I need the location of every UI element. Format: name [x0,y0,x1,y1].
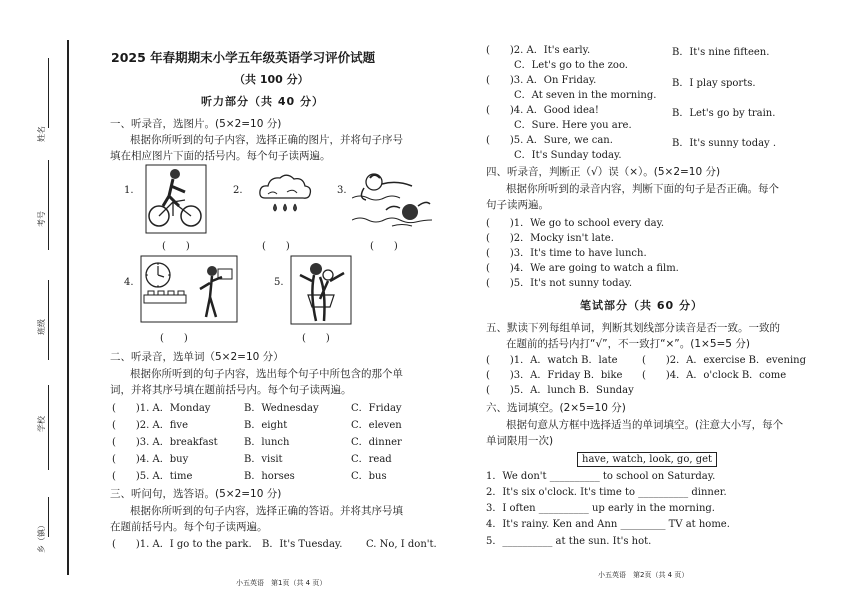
s3-q2-a[interactable]: ( )2. A．It's early. [486,45,591,56]
children-picture [290,255,352,325]
s2-q3-c: C．dinner [351,437,402,448]
s5-q3[interactable]: ( )3．A．Friday B．bike [486,370,623,381]
s3-q5-c: C．It's Sunday today. [514,150,622,161]
section-6-desc-1: 根据句意从方框中选择适当的单词填空。(注意大小写，每个 [506,419,784,431]
s2-q2-a[interactable]: ( )2. A．five [112,420,188,431]
exam-number-field-line [48,160,49,250]
s6-item-2[interactable]: 2．It's six o'clock. It's time to __________ dinner. [486,487,727,498]
bicycle-picture [145,164,207,234]
section-1-desc-2: 填在相应图片下面的括号内。每个句子读两遍。 [110,150,331,162]
town-field-line [48,497,49,537]
section-6-title: 六、选词填空。(2×5=10 分) [486,402,626,414]
s3-q4-b: B．Let's go by train. [672,108,776,119]
s5-q1[interactable]: ( )1．A．watch B．late [486,355,618,366]
binding-line [67,40,69,575]
s2-q5-b: B．horses [244,471,295,482]
town-label: 乡（镇） [37,521,46,553]
school-field-line [48,385,49,470]
s3-q1-c: C. No, I don't. [366,539,437,550]
s3-q4-c: C．Sure. Here you are. [514,120,632,131]
s6-item-4[interactable]: 4．It's rainy. Ken and Ann _________ TV at home. [486,519,730,530]
s5-q4[interactable]: ( )4．A．o'clock B．come [642,370,787,381]
section-2-desc-2: 词，并将其序号填在题前括号内。每个句子读两遍。 [110,384,352,396]
picture-number-2: 2. [233,185,243,196]
name-label: 姓名 [37,126,46,142]
picture-4-answer[interactable]: ( ) [160,333,188,344]
s3-q3-c: C．At seven in the morning. [514,90,657,101]
exam-title: 2025 年春期期末小学五年级英语学习评价试题 [111,50,376,65]
s2-q2-c: C．eleven [351,420,402,431]
s5-q2[interactable]: ( )2．A．exercise B．evening [642,355,806,366]
s6-item-3[interactable]: 3．I often __________ up early in the morning. [486,503,715,514]
s3-q1-a[interactable]: ( )1. A．I go to the park. [112,539,252,550]
section-5-title: 五、默读下列每组单词，判断其划线部分读音是否一致。一致的 [486,322,780,334]
s2-q4-b: B．visit [244,454,283,465]
exam-number-label: 考号 [37,211,46,227]
class-field-line [48,280,49,360]
name-field-line [48,58,49,128]
s3-q3-b: B．I play sports. [672,78,756,89]
section-3-desc-1: 根据你所听到的句子内容，选择正确的答语。并将其序号填 [130,505,403,517]
section-2-title: 二、听录音，选单词（5×2=10 分） [110,351,284,363]
s3-q2-c: C．Let's go to the zoo. [514,60,628,71]
s4-item-2[interactable]: ( )2．Mocky isn't late. [486,233,614,244]
s3-q4-a[interactable]: ( )4. A．Good idea! [486,105,599,116]
s2-q5-a[interactable]: ( )5. A．time [112,471,193,482]
word-bank-box: have, watch, look, go, get [577,452,717,467]
class-label: 班级 [37,319,46,335]
picture-number-5: 5. [274,277,284,288]
rain-cloud-picture [255,170,315,220]
s2-q5-c: C．bus [351,471,387,482]
writing-heading: 笔试部分（共 60 分） [580,299,703,312]
s2-q1-a[interactable]: ( )1. A．Monday [112,403,211,414]
picture-2-answer[interactable]: ( ) [262,241,290,252]
total-score: （共 100 分） [234,73,309,86]
s2-q1-c: C．Friday [351,403,402,414]
section-4-title: 四、听录音，判断正（√）误（×）。(5×2=10 分) [486,166,721,178]
s4-item-4[interactable]: ( )4．We are going to watch a film. [486,263,679,274]
clock-classroom-picture [140,255,238,323]
s2-q1-b: B．Wednesday [244,403,319,414]
s2-q4-c: C．read [351,454,392,465]
section-4-desc-2: 句子读两遍。 [486,199,549,211]
section-3-desc-2: 在题前括号内。每个句子读两遍。 [110,521,268,533]
school-label: 学校 [37,416,46,432]
section-1-desc-1: 根据你所听到的句子内容，选择正确的图片，并将句子序号 [130,134,403,146]
section-5-desc: 在题前的括号内打“√”，不一致打“×”。(1×5=5 分) [506,338,750,350]
s2-q2-b: B．eight [244,420,288,431]
s4-item-1[interactable]: ( )1．We go to school every day. [486,218,665,229]
s3-q5-a[interactable]: ( )5. A．Sure, we can. [486,135,613,146]
s3-q2-b: B．It's nine fifteen. [672,47,770,58]
picture-1-answer[interactable]: ( ) [162,241,190,252]
picture-number-1: 1. [124,185,134,196]
page-2-footer: 小五英语 第2页（共 4 页） [598,571,689,579]
s6-item-5[interactable]: 5．__________ at the sun. It's hot. [486,536,652,547]
s4-item-3[interactable]: ( )3．It's time to have lunch. [486,248,647,259]
s6-item-1[interactable]: 1．We don't __________ to school on Saturday. [486,471,716,482]
section-1-title: 一、听录音，选图片。(5×2=10 分) [110,118,282,130]
section-4-desc-1: 根据你所听到的录音内容，判断下面的句子是否正确。每个 [506,183,779,195]
section-3-title: 三、听问句，选答语。(5×2=10 分) [110,488,282,500]
page-1-footer: 小五英语 第1页（共 4 页） [236,579,327,587]
s2-q3-b: B．lunch [244,437,290,448]
section-6-desc-2: 单词限用一次) [486,435,554,447]
section-2-desc-1: 根据你所听到的句子内容，选出每个句子中所包含的那个单 [130,368,403,380]
s3-q3-a[interactable]: ( )3. A．On Friday. [486,75,597,86]
s2-q3-a[interactable]: ( )3. A．breakfast [112,437,218,448]
picture-5-answer[interactable]: ( ) [302,333,330,344]
s4-item-5[interactable]: ( )5．It's not sunny today. [486,278,633,289]
s3-q5-b: B．It's sunny today . [672,138,777,149]
picture-3-answer[interactable]: ( ) [370,241,398,252]
listening-heading: 听力部分（共 40 分） [201,95,324,108]
s5-q5[interactable]: ( )5．A．lunch B．Sunday [486,385,634,396]
swimming-picture [352,168,432,230]
picture-number-3: 3. [337,185,347,196]
s2-q4-a[interactable]: ( )4. A．buy [112,454,189,465]
s3-q1-b: B．It's Tuesday. [262,539,343,550]
picture-number-4: 4. [124,277,134,288]
